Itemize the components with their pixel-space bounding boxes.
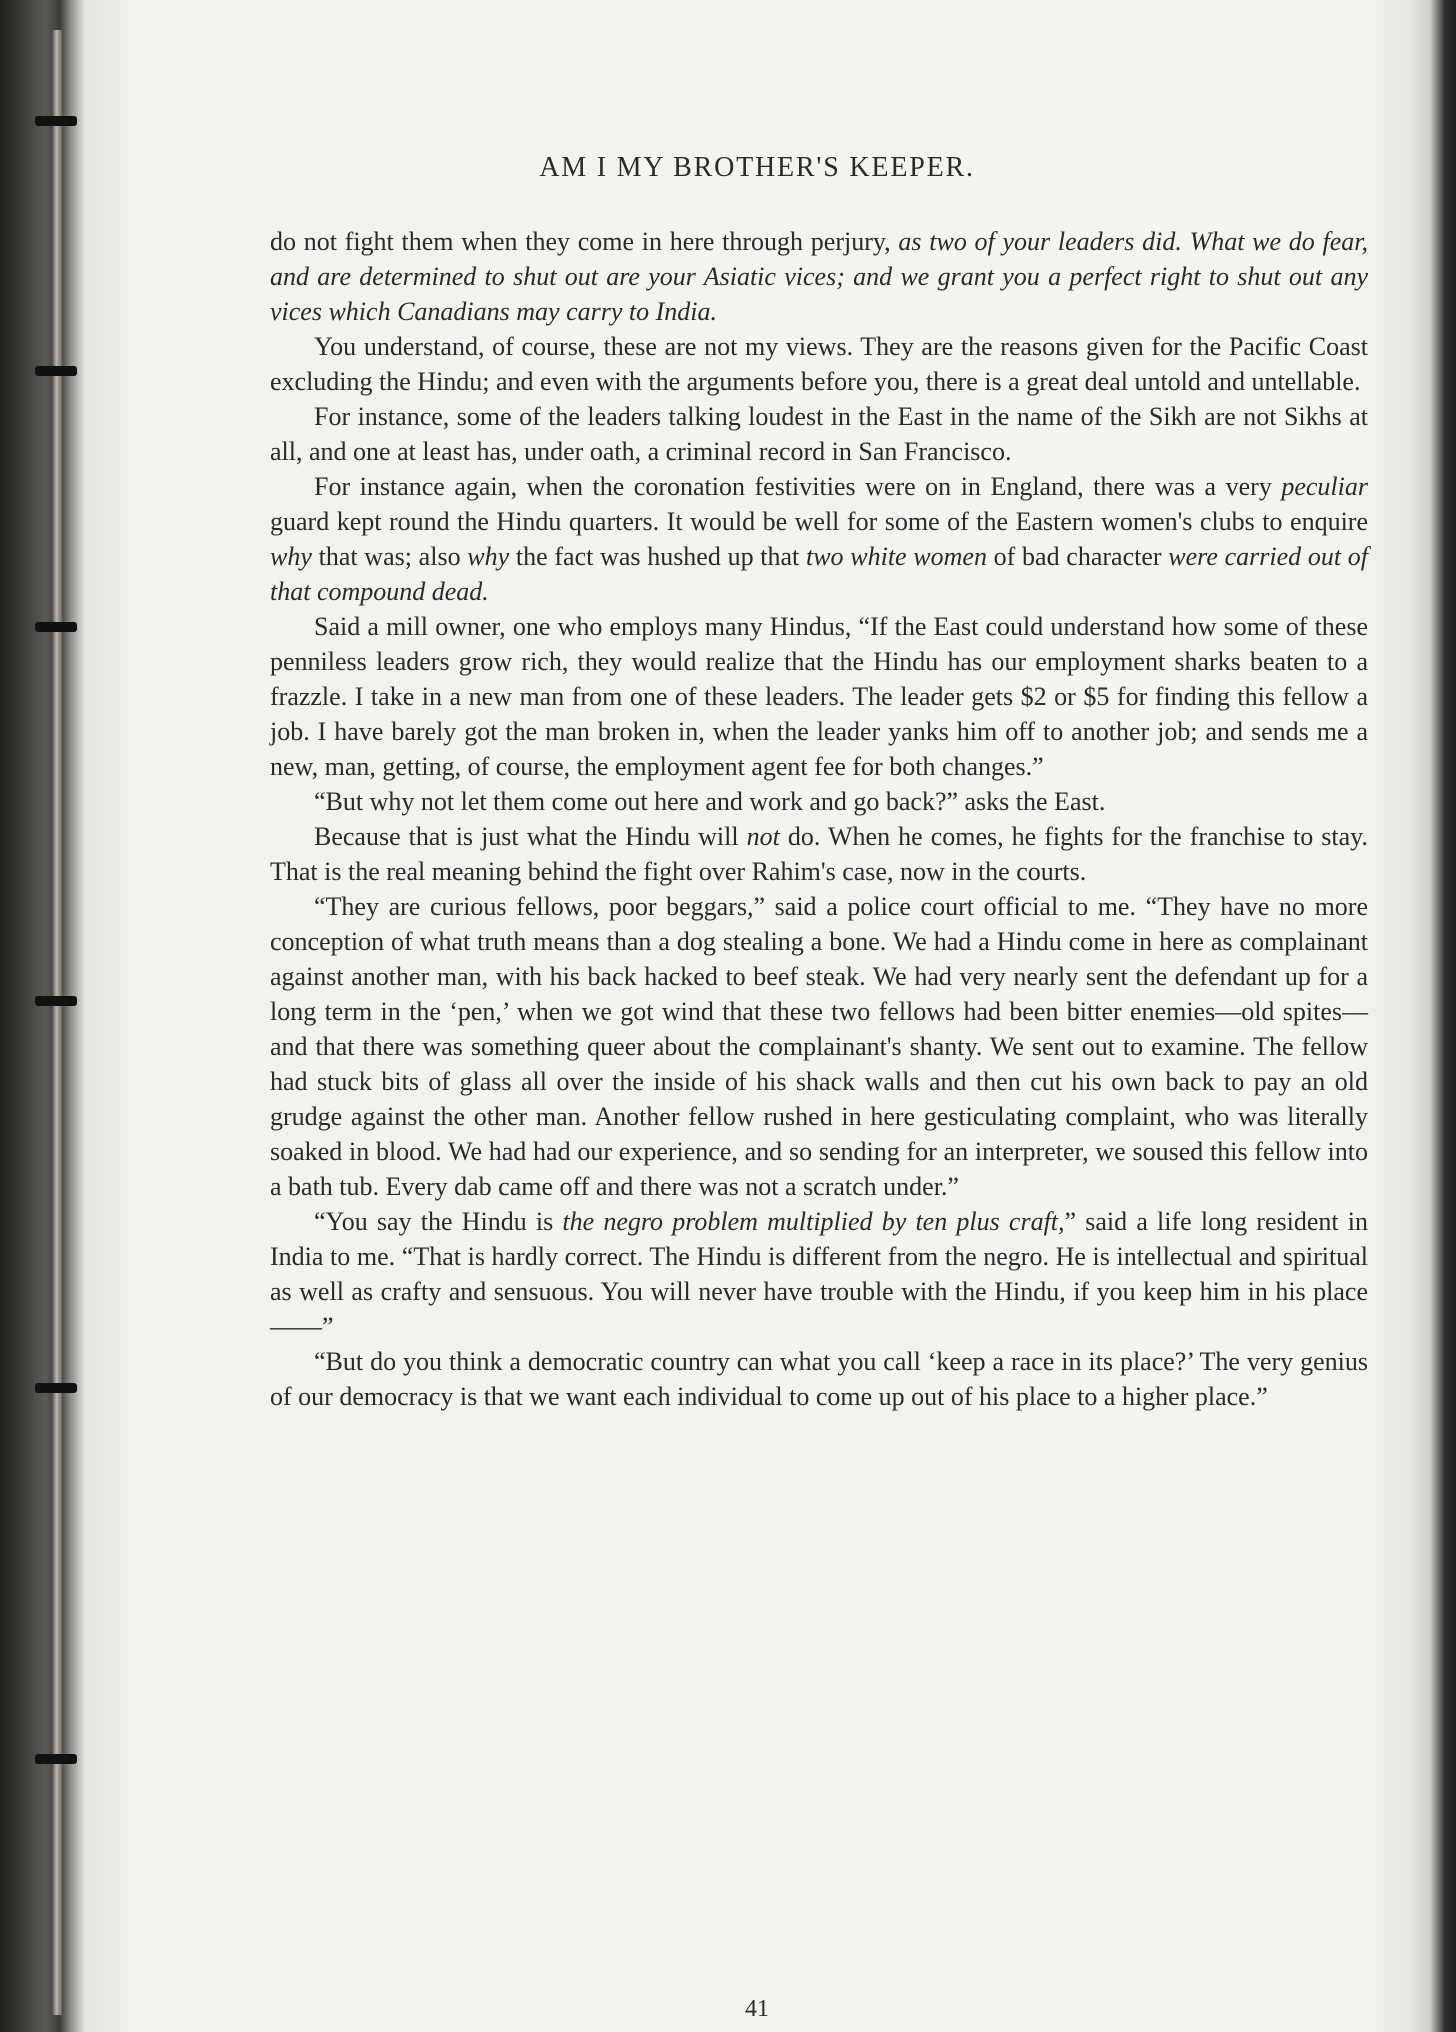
text-segment: “But why not let them come out here and work and go back?” asks the East. bbox=[314, 787, 1106, 816]
paragraph bbox=[270, 469, 1368, 609]
text-segment: You understand, of course, these are not my views. They are the reasons given for the Pacific Coast excluding the Hindu; and even with the arguments before you, there is a great deal untold and untellable. bbox=[270, 332, 1368, 396]
book-binding-spine bbox=[52, 30, 62, 2015]
book-page bbox=[92, 60, 1422, 2020]
text-segment: “But do you think a democratic country can what you call ‘keep a race in its place?’ The very genius of our democracy is that we want each individual to come up out of his place to a higher place.” bbox=[270, 1347, 1368, 1411]
text-segment: For instance again, when the coronation festivities were on in England, there was a very bbox=[314, 472, 1282, 501]
paragraph bbox=[270, 784, 1368, 819]
text-segment: ” said a life long resident in India to me. “That is hardly correct. The Hindu is different from the negro. He is intellectual and spiritual as well as crafty and sensuous. You will never have trouble with the Hindu, if you keep him in his place——” bbox=[270, 1207, 1368, 1341]
italic-text-segment: peculiar bbox=[1281, 472, 1368, 501]
binding-ring bbox=[35, 366, 77, 376]
binding-ring bbox=[35, 116, 77, 126]
text-segment: For instance, some of the leaders talking loudest in the East in the name of the Sikh are not Sikhs at all, and one at least has, under oath, a criminal record in San Francisco. bbox=[270, 402, 1368, 466]
paragraph bbox=[270, 399, 1368, 469]
paragraph bbox=[270, 1204, 1368, 1344]
binding-ring bbox=[35, 996, 77, 1006]
italic-text-segment: were carried out of that compound dead. bbox=[270, 542, 1368, 606]
text-segment: do. When he comes, he fights for the franchise to stay. That is the real meaning behind the fight over Rahim's case, now in the courts. bbox=[270, 822, 1368, 886]
italic-text-segment: as two of your leaders did. What we do fear, and are determined to shut out are your Asiatic vices; and we grant you a perfect right to shut out any vices which Canadians may carry to India. bbox=[270, 227, 1369, 326]
binding-ring bbox=[35, 1383, 77, 1393]
text-segment: do not fight them when they come in here through perjury, bbox=[270, 227, 899, 256]
italic-text-segment: two white women bbox=[805, 542, 987, 571]
text-segment: Because that is just what the Hindu will bbox=[314, 822, 747, 851]
text-segment: “You say the Hindu is bbox=[314, 1207, 563, 1236]
paragraph bbox=[270, 819, 1368, 889]
running-head: AM I MY BROTHER'S KEEPER. bbox=[539, 152, 975, 183]
text-segment: Said a mill owner, one who employs many Hindus, “If the East could understand how some of these penniless leaders grow rich, they would realize that the Hindu has our employment sharks beaten to a frazzle. I take in a new man from one of these leaders. The leader gets $2 or $5 for finding this fellow a job. I have barely got the man broken in, when the leader yanks him off to another job; and sends me a new, man, getting, of course, the employment agent fee for both changes.” bbox=[270, 612, 1368, 781]
text-segment: guard kept round the Hindu quarters. It would be well for some of the Eastern women's clubs to enquire bbox=[270, 507, 1368, 536]
text-segment: “They are curious fellows, poor beggars,” said a police court official to me. “They have no more conception of what truth means than a dog stealing a bone. We had a Hindu come in here as complainant against another man, with his back hacked to beef steak. We had very nearly sent the defendant up for a long term in the ‘pen,’ when we got wind that these two fellows had been bitter enemies—old spites—and that there was something queer about the complainant's shanty. We sent out to examine. The fellow had stuck bits of glass all over the inside of his shack walls and then cut his own back to pay an old grudge against the other man. Another fellow rushed in here gesticulating complaint, who was literally soaked in blood. We had had our experience, and so sending for an interpreter, we soused this fellow into a bath tub. Every dab came off and there was not a scratch under.” bbox=[270, 892, 1368, 1201]
text-segment: the fact was hushed up that bbox=[509, 542, 806, 571]
italic-text-segment: why bbox=[270, 542, 312, 571]
binding-ring bbox=[35, 622, 77, 632]
paragraph bbox=[270, 1344, 1368, 1414]
body-text bbox=[270, 224, 1368, 1414]
binding-ring bbox=[35, 1754, 77, 1764]
page-number: 41 bbox=[745, 1996, 769, 2022]
paragraph bbox=[270, 329, 1368, 399]
paragraph bbox=[270, 224, 1368, 329]
paragraph bbox=[270, 889, 1368, 1204]
italic-text-segment: why bbox=[467, 542, 510, 571]
paragraph bbox=[270, 609, 1368, 784]
text-segment: that was; also bbox=[311, 542, 468, 571]
italic-text-segment: the negro problem multiplied by ten plus craft, bbox=[562, 1207, 1065, 1236]
italic-text-segment: not bbox=[746, 822, 780, 851]
text-segment: of bad character bbox=[986, 542, 1169, 571]
